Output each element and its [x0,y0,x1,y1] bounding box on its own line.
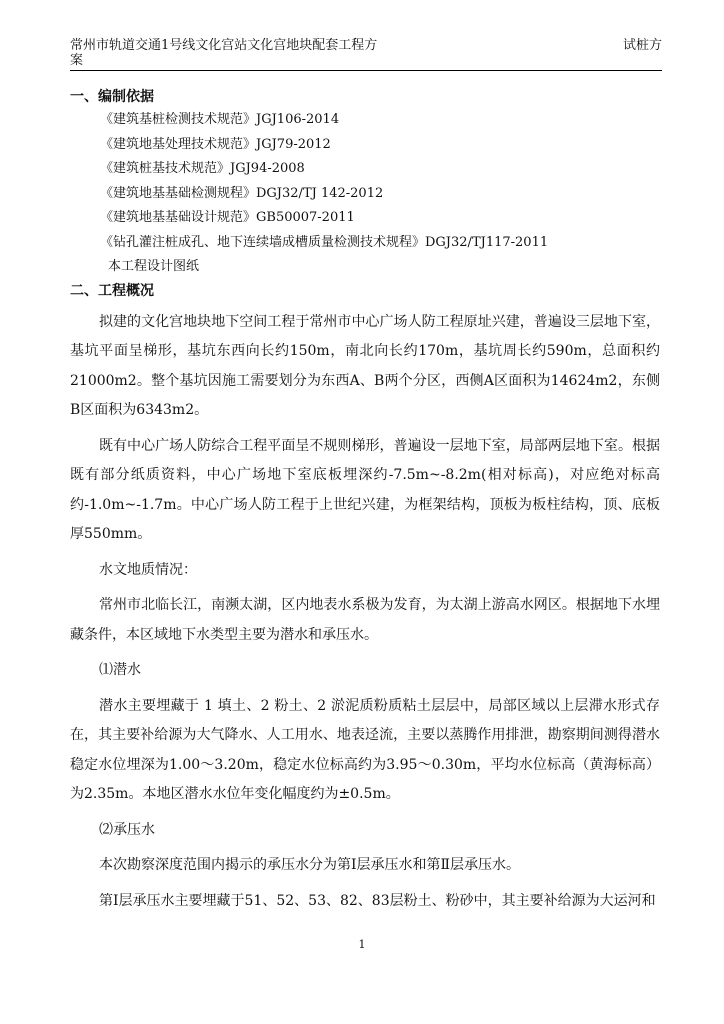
paragraph: 既有中心广场人防综合工程平面呈不规则梯形，普遍设一层地下室，局部两层地下室。根据既有部分纸质资料，中心广场地下室底板埋深约-7.5m~-8.2m(相对标高)，对应绝对标高约-1.0m~-1.7m。中心广场人防工程于上世纪兴建，为框架结构，顶板为板柱结构，顶、底板厚550mm。 [70,437,660,542]
paragraph: 拟建的文化宫地块地下空间工程于常州市中心广场人防工程原址兴建，普遍设三层地下室，基坑平面呈梯形，基坑东西向长约150m，南北向长约170m，基坑周长约590m，总面积约21000m2。整个基坑因施工需要划分为东西A、B两个分区，西侧A区面积为14624m2，东侧B区面积为6343m2。 [70,313,660,418]
paragraph: 第Ⅰ层承压水主要埋藏于51、52、53、82、83层粉土、粉砂中，其主要补给源为大运河和 [99,892,656,909]
paragraph: 潜水主要埋藏于 1 填土、2 粉土、2 淤泥质粉质粘土层层中，局部区域以上层滞水形式存在，其主要补给源为大气降水、人工用水、地表迳流，主要以蒸腾作用排泄，勘察期间测得潜水稳定水位埋深为1.00～3.20m，稳定水位标高约为3.95～0.30m，平均水位标高（黄海标高）为2.35m。本地区潜水水位年变化幅度约为±0.5m。 [70,697,660,802]
page-number: 1 [358,938,366,951]
subheading-phreatic-water: ⑴潜水 [99,662,141,678]
reference-item: 《建筑地基基础检测规程》DGJ32/TJ 142-2012 [100,185,384,201]
reference-item: 《建筑基桩检测技术规范》JGJ106-2014 [100,112,340,127]
section-heading-overview: 二、工程概况 [70,282,154,299]
header-title: 常州市轨道交通1号线文化宫站文化宫地块配套工程方案 [70,38,378,68]
subheading-confined-water: ⑵承压水 [99,821,155,838]
page-header [70,38,662,70]
paragraph: 本次勘察深度范围内揭示的承压水分为第Ⅰ层承压水和第Ⅱ层承压水。 [99,857,521,873]
header-divider [70,70,662,71]
document-body [70,86,660,916]
paragraph: 常州市北临长江，南濒太湖，区内地表水系极为发育，为太湖上游高水网区。根据地下水埋藏条件，本区域地下水类型主要为潜水和承压水。 [70,597,660,643]
reference-item: 《建筑地基基础设计规范》GB50007-2011 [100,210,355,225]
reference-item: 《建筑桩基技术规范》JGJ94-2008 [100,161,305,176]
reference-item-drawings: 本工程设计图纸 [108,259,200,274]
hydrogeology-label: 水文地质情况： [99,561,197,578]
section-heading-basis: 一、编制依据 [70,89,154,105]
reference-item: 《钻孔灌注桩成孔、地下连续墙成槽质量检测技术规程》DGJ32/TJ117-2011 [100,234,549,250]
reference-item: 《建筑地基处理技术规范》JGJ79-2012 [100,136,331,152]
header-title-right: 试桩方 [622,38,662,53]
reference-list [70,108,660,280]
